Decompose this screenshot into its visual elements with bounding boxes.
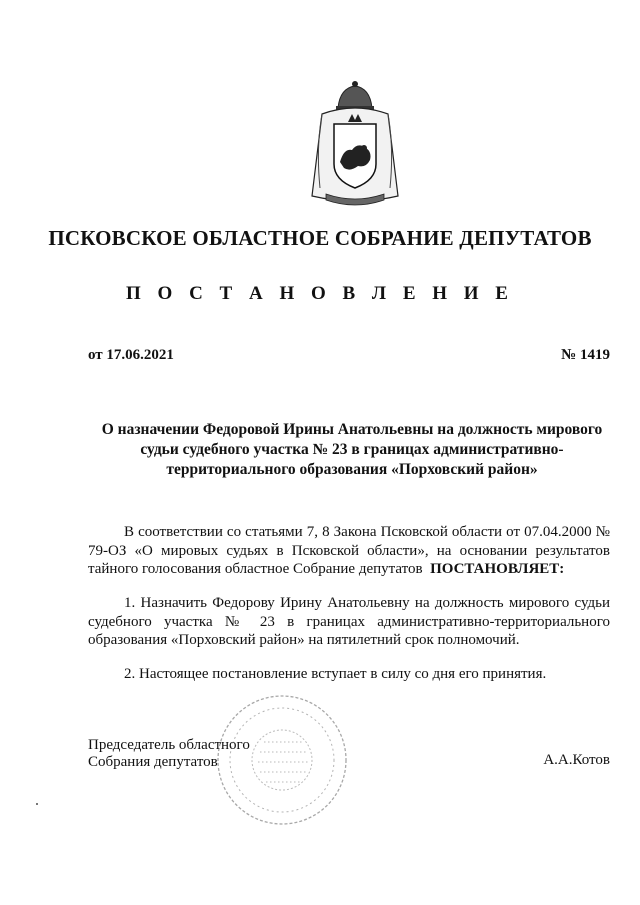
organization-title: ПСКОВСКОЕ ОБЛАСТНОЕ СОБРАНИЕ ДЕПУТАТОВ bbox=[48, 226, 592, 250]
document-date: от 17.06.2021 bbox=[88, 347, 174, 363]
subject-line: О назначении Федоровой Ирины Анатольевны на должность мирового bbox=[101, 421, 603, 438]
clause-1-paragraph: 1. Назначить Федорову Ирину Анатольевну на должность мирового судьи судебного участка № 23 в границах административно-территориального образования «Порховский район» на пятилетний срок полномочий. bbox=[88, 595, 610, 648]
subject-line: судьи судебного участка № 23 в границах административно- bbox=[140, 441, 564, 458]
signatory-name: А.А.Котов bbox=[543, 752, 610, 768]
preamble-text: В соответствии со статьями 7, 8 Закона Псковской области от 07.04.2000 № 79-ОЗ «О мировых судьях в Псковской области», на основании результатов тайного голосования областное Собрание депутатов bbox=[88, 524, 610, 577]
subject-line: территориального образования «Порховский район» bbox=[166, 461, 538, 478]
document-type-heading: П О С Т А Н О В Л Е Н И Е bbox=[126, 283, 514, 304]
coat-of-arms-icon bbox=[300, 78, 410, 210]
signatory-title bbox=[88, 737, 250, 771]
resolves-keyword: ПОСТАНОВЛЯЕТ: bbox=[430, 561, 565, 577]
signatory-title-line: Председатель областного bbox=[88, 737, 250, 753]
document-number: № 1419 bbox=[561, 347, 610, 363]
document-subject bbox=[92, 420, 612, 480]
clause-2-paragraph: 2. Настоящее постановление вступает в силу со дня его принятия. bbox=[124, 666, 547, 682]
preamble-paragraph bbox=[88, 523, 610, 579]
scan-speck bbox=[36, 803, 38, 805]
signatory-title-line: Собрания депутатов bbox=[88, 754, 218, 770]
